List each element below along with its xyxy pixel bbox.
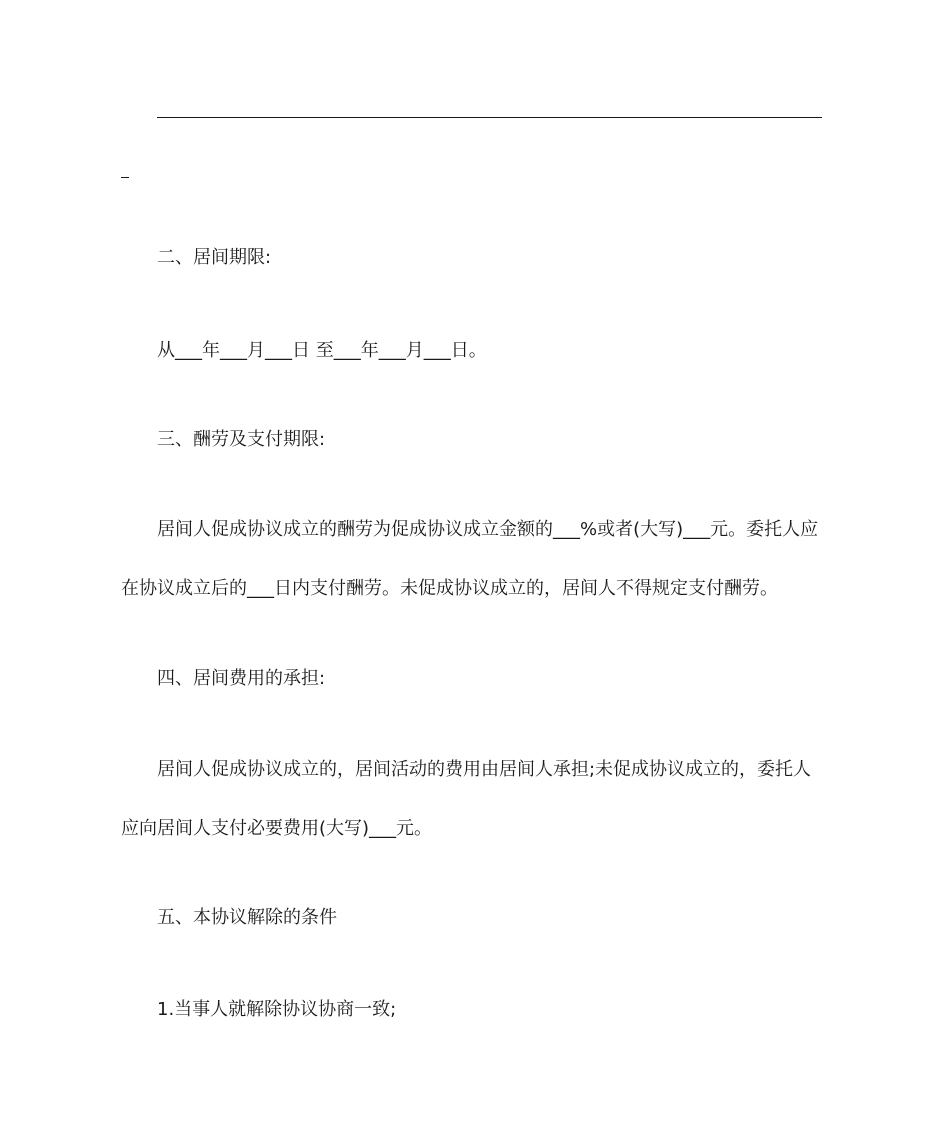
expenses-paragraph-line-2: 应向居间人支付必要费用(大写)___元。 (121, 818, 433, 839)
remuneration-paragraph-line-2: 在协议成立后的___日内支付酬劳。未促成协议成立的，居间人不得规定支付酬劳。 (121, 578, 778, 599)
termination-condition-item-1: 1.当事人就解除协议协商一致; (157, 999, 397, 1020)
section-heading-expenses: 四、居间费用的承担: (157, 668, 326, 689)
section-heading-remuneration: 三、酬劳及支付期限: (157, 429, 326, 450)
remuneration-paragraph-line-1: 居间人促成协议成立的酬劳为促成协议成立金额的___%或者(大写)___元。委托人应 (157, 519, 819, 540)
section-heading-termination: 五、本协议解除的条件 (157, 907, 337, 928)
term-date-range: 从___年___月___日 至___年___月___日。 (157, 340, 487, 361)
fill-in-blank-line-continuation (121, 177, 129, 178)
section-heading-term: 二、居间期限: (157, 247, 272, 268)
expenses-paragraph-line-1: 居间人促成协议成立的，居间活动的费用由居间人承担;未促成协议成立的，委托人 (157, 759, 812, 780)
fill-in-blank-line (157, 117, 822, 118)
